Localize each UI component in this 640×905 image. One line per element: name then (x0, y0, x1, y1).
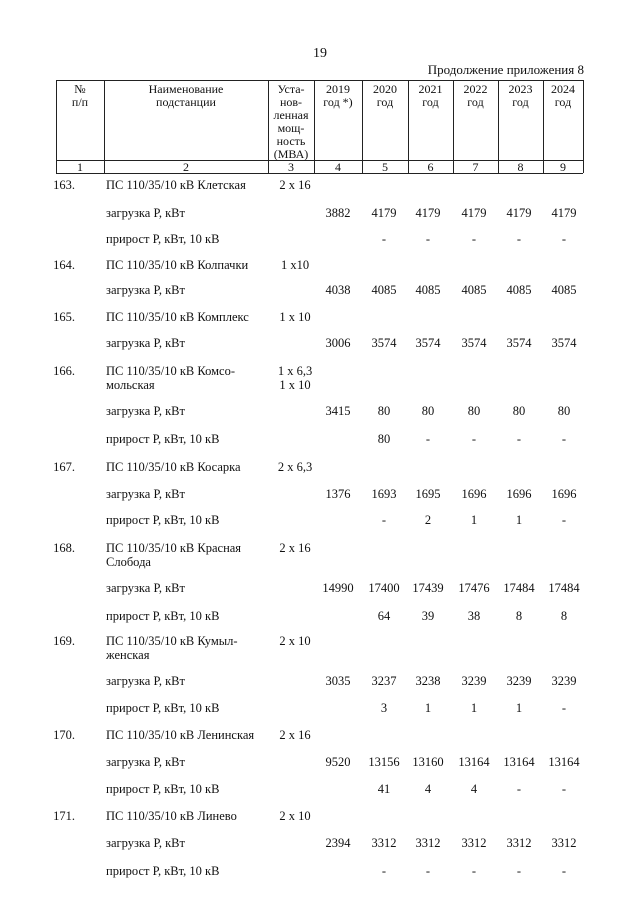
column-number: 7 (472, 160, 479, 174)
increase-value: - (561, 432, 567, 446)
load-value: 1696 (551, 487, 577, 501)
increase-value: 38 (467, 609, 481, 623)
load-value: 80 (377, 404, 391, 418)
column-number: 8 (517, 160, 524, 174)
row-number: 165. (53, 310, 75, 324)
column-header: 2019 год *) (323, 82, 353, 109)
load-value: 13164 (503, 755, 535, 769)
increase-label: прирост Р, кВт, 10 кВ (106, 609, 220, 623)
load-value: 17439 (412, 581, 444, 595)
substation-name: ПС 110/35/10 кВ Ленинская (106, 728, 255, 742)
load-value: 3574 (551, 336, 577, 350)
substation-name: ПС 110/35/10 кВ Колпачки (106, 258, 249, 272)
load-value: 3239 (461, 674, 487, 688)
increase-value: - (381, 232, 387, 246)
substation-name: ПС 110/35/10 кВ Комплекс (106, 310, 249, 324)
column-number: 5 (382, 160, 388, 174)
increase-value: 39 (421, 609, 435, 623)
load-value: 17400 (368, 581, 400, 595)
increase-value: 1 (470, 701, 478, 715)
increase-value: 2 (424, 513, 432, 527)
column-header: 2024 год (551, 82, 575, 109)
load-value: 17484 (503, 581, 535, 595)
increase-value: 41 (377, 782, 391, 796)
increase-value: 1 (515, 513, 523, 527)
load-value: 3238 (415, 674, 441, 688)
increase-value: 8 (515, 609, 523, 623)
installed-power: 1 х 6,3 1 х 10 (277, 364, 313, 392)
load-value: 3574 (461, 336, 487, 350)
column-number: 3 (288, 160, 294, 174)
load-label: загрузка Р, кВт (106, 674, 185, 688)
increase-value: - (561, 513, 567, 527)
load-value: 4038 (325, 283, 351, 297)
row-number: 169. (53, 634, 75, 648)
load-value: 4085 (506, 283, 532, 297)
column-header: № п/п (71, 82, 89, 109)
load-value: 4179 (461, 206, 487, 220)
increase-value: 1 (515, 701, 523, 715)
load-value: 4085 (415, 283, 441, 297)
increase-value: - (516, 864, 522, 878)
load-value: 4179 (506, 206, 532, 220)
load-label: загрузка Р, кВт (106, 487, 185, 501)
load-value: 4179 (371, 206, 397, 220)
column-divider (583, 80, 584, 173)
load-label: загрузка Р, кВт (106, 755, 185, 769)
load-value: 3415 (325, 404, 351, 418)
installed-power: 2 х 6,3 (277, 460, 313, 474)
increase-value: 4 (424, 782, 432, 796)
load-value: 13160 (412, 755, 444, 769)
column-number: 4 (335, 160, 341, 174)
load-value: 13164 (548, 755, 580, 769)
load-value: 3239 (506, 674, 532, 688)
table-top-rule (56, 80, 583, 81)
column-number: 6 (427, 160, 434, 174)
increase-value: 1 (470, 513, 478, 527)
installed-power: 2 х 10 (279, 809, 311, 823)
row-number: 164. (53, 258, 75, 272)
column-number: 9 (560, 160, 566, 174)
load-value: 80 (467, 404, 481, 418)
column-header: Наименование подстанции (148, 82, 224, 109)
load-value: 4085 (371, 283, 397, 297)
increase-label: прирост Р, кВт, 10 кВ (106, 782, 220, 796)
load-value: 3312 (506, 836, 532, 850)
increase-value: - (471, 232, 477, 246)
load-value: 3312 (371, 836, 397, 850)
load-value: 14990 (322, 581, 354, 595)
load-value: 80 (421, 404, 435, 418)
substation-name: ПС 110/35/10 кВ Красная Слобода (106, 541, 242, 569)
load-value: 3574 (371, 336, 397, 350)
row-number: 168. (53, 541, 75, 555)
load-value: 3006 (325, 336, 351, 350)
increase-value: 8 (560, 609, 568, 623)
increase-value: - (561, 782, 567, 796)
load-label: загрузка Р, кВт (106, 404, 185, 418)
increase-label: прирост Р, кВт, 10 кВ (106, 513, 220, 527)
increase-label: прирост Р, кВт, 10 кВ (106, 701, 220, 715)
increase-value: - (471, 864, 477, 878)
installed-power: 1 х 10 (279, 310, 311, 324)
row-number: 166. (53, 364, 75, 378)
substation-name: ПС 110/35/10 кВ Линево (106, 809, 237, 823)
installed-power: 2 х 16 (279, 178, 311, 192)
increase-value: - (425, 432, 431, 446)
load-value: 9520 (325, 755, 351, 769)
load-value: 3035 (325, 674, 351, 688)
row-number: 163. (53, 178, 75, 192)
load-value: 80 (512, 404, 526, 418)
installed-power: 2 х 16 (279, 728, 311, 742)
increase-value: 1 (424, 701, 432, 715)
load-value: 17476 (458, 581, 490, 595)
load-value: 3312 (551, 836, 577, 850)
increase-value: - (381, 513, 387, 527)
load-label: загрузка Р, кВт (106, 836, 185, 850)
continuation-note: Продолжение приложения 8 (427, 62, 584, 77)
installed-power: 2 х 16 (279, 541, 311, 555)
increase-value: - (516, 432, 522, 446)
row-number: 171. (53, 809, 75, 823)
increase-value: - (425, 864, 431, 878)
load-value: 2394 (325, 836, 351, 850)
increase-value: 4 (470, 782, 478, 796)
increase-value: 80 (377, 432, 391, 446)
installed-power: 2 х 10 (279, 634, 311, 648)
column-header: 2020 год (373, 82, 397, 109)
load-label: загрузка Р, кВт (106, 283, 185, 297)
load-value: 13164 (458, 755, 490, 769)
load-value: 3312 (461, 836, 487, 850)
column-header: 2021 год (418, 82, 443, 109)
substation-name: ПС 110/35/10 кВ Комсо- мольская (106, 364, 235, 392)
substation-name: ПС 110/35/10 кВ Косарка (106, 460, 241, 474)
load-label: загрузка Р, кВт (106, 206, 185, 220)
load-value: 1695 (415, 487, 441, 501)
increase-value: 64 (377, 609, 391, 623)
page-number: 19 (313, 46, 327, 61)
load-value: 80 (557, 404, 571, 418)
row-number: 170. (53, 728, 75, 742)
increase-value: - (381, 864, 387, 878)
increase-value: - (516, 232, 522, 246)
load-value: 3882 (325, 206, 351, 220)
column-number: 1 (77, 160, 83, 174)
load-value: 3574 (415, 336, 441, 350)
column-header: 2023 год (508, 82, 533, 109)
increase-value: 3 (380, 701, 388, 715)
load-value: 3237 (371, 674, 397, 688)
load-value: 4179 (415, 206, 441, 220)
increase-value: - (561, 864, 567, 878)
load-value: 4085 (551, 283, 577, 297)
load-value: 13156 (368, 755, 400, 769)
load-label: загрузка Р, кВт (106, 336, 185, 350)
increase-label: прирост Р, кВт, 10 кВ (106, 864, 220, 878)
load-value: 3312 (415, 836, 441, 850)
increase-value: - (561, 232, 567, 246)
load-value: 1696 (506, 487, 532, 501)
row-number: 167. (53, 460, 75, 474)
increase-value: - (425, 232, 431, 246)
load-value: 3574 (506, 336, 532, 350)
load-value: 1376 (325, 487, 351, 501)
increase-label: прирост Р, кВт, 10 кВ (106, 432, 220, 446)
increase-value: - (516, 782, 522, 796)
column-header: 2022 год (463, 82, 488, 109)
load-value: 4179 (551, 206, 577, 220)
installed-power: 1 х10 (280, 258, 310, 272)
substation-name: ПС 110/35/10 кВ Клетская (106, 178, 246, 192)
load-value: 17484 (548, 581, 580, 595)
load-value: 3239 (551, 674, 577, 688)
column-number: 2 (183, 160, 189, 174)
increase-label: прирост Р, кВт, 10 кВ (106, 232, 220, 246)
load-label: загрузка Р, кВт (106, 581, 185, 595)
load-value: 1696 (461, 487, 487, 501)
load-value: 1693 (371, 487, 397, 501)
column-header: Уста- нов- ленная мощ- ность (МВА) (273, 82, 309, 161)
increase-value: - (561, 701, 567, 715)
increase-value: - (471, 432, 477, 446)
substation-name: ПС 110/35/10 кВ Кумыл- женская (106, 634, 238, 662)
load-value: 4085 (461, 283, 487, 297)
